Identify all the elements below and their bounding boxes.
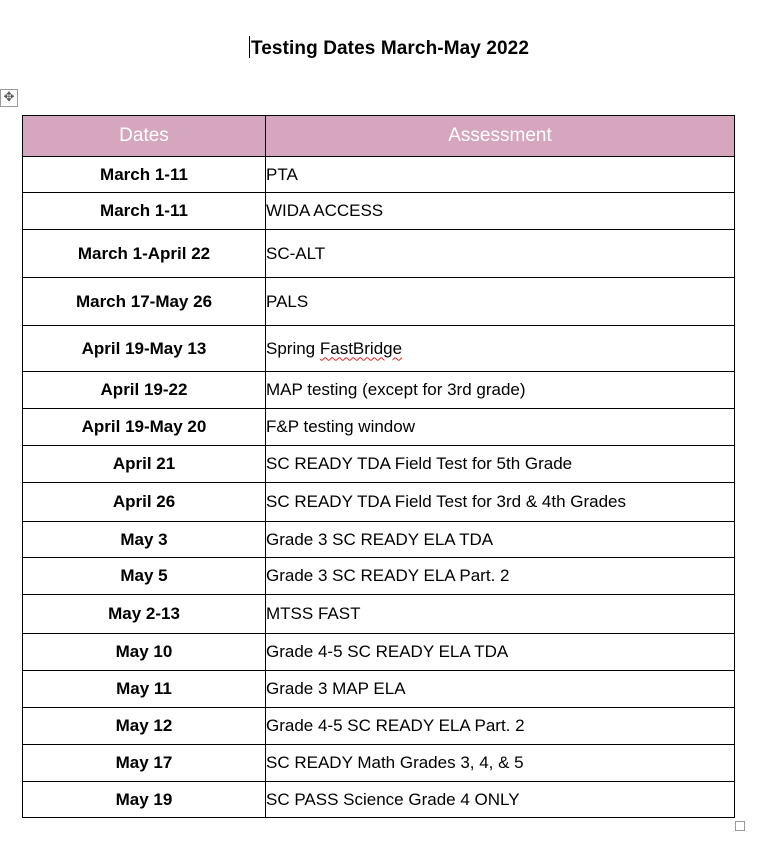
assessment-cell: SC PASS Science Grade 4 ONLY: [266, 782, 735, 818]
table-row: [23, 326, 735, 372]
assessment-cell: MAP testing (except for 3rd grade): [266, 372, 735, 409]
date-cell: May 17: [23, 745, 266, 782]
date-cell: March 17-May 26: [23, 278, 266, 326]
date-cell: May 19: [23, 782, 266, 818]
assessment-cell: PTA: [266, 157, 735, 193]
table-row: [23, 483, 735, 522]
assessment-cell: SC READY Math Grades 3, 4, & 5: [266, 745, 735, 782]
assessment-cell: SC-ALT: [266, 230, 735, 278]
table-move-handle-icon[interactable]: ✥: [0, 89, 18, 107]
header-dates: Dates: [23, 116, 266, 157]
text-cursor: [249, 36, 250, 58]
table-row: [23, 671, 735, 708]
assessment-cell: Grade 3 SC READY ELA Part. 2: [266, 558, 735, 595]
assessment-cell: SC READY TDA Field Test for 3rd & 4th Grades: [266, 483, 735, 522]
table-header-row: [23, 116, 735, 157]
table-row: [23, 634, 735, 671]
table-row: [23, 157, 735, 193]
date-cell: April 26: [23, 483, 266, 522]
table-row: [23, 745, 735, 782]
testing-dates-table: [22, 115, 735, 818]
table-row: [23, 372, 735, 409]
table-row: [23, 522, 735, 558]
assessment-cell: F&P testing window: [266, 409, 735, 446]
date-cell: April 21: [23, 446, 266, 483]
date-cell: May 10: [23, 634, 266, 671]
date-cell: March 1-April 22: [23, 230, 266, 278]
table-row: [23, 230, 735, 278]
assessment-text: Spring: [266, 338, 320, 358]
document-title[interactable]: [0, 36, 778, 60]
table-row: [23, 193, 735, 230]
assessment-cell: Grade 3 MAP ELA: [266, 671, 735, 708]
assessment-cell: Grade 4-5 SC READY ELA Part. 2: [266, 708, 735, 745]
table-row: [23, 278, 735, 326]
table-row: [23, 782, 735, 818]
table-resize-handle-icon[interactable]: [735, 821, 745, 831]
date-cell: April 19-22: [23, 372, 266, 409]
table-row: [23, 708, 735, 745]
date-cell: May 5: [23, 558, 266, 595]
date-cell: April 19-May 20: [23, 409, 266, 446]
header-assessment: Assessment: [266, 116, 735, 157]
assessment-cell: Grade 4-5 SC READY ELA TDA: [266, 634, 735, 671]
date-cell: March 1-11: [23, 193, 266, 230]
table-row: [23, 595, 735, 634]
assessment-cell: MTSS FAST: [266, 595, 735, 634]
date-cell: May 11: [23, 671, 266, 708]
assessment-cell: Grade 3 SC READY ELA TDA: [266, 522, 735, 558]
table-row: [23, 558, 735, 595]
table-row: [23, 446, 735, 483]
date-cell: April 19-May 13: [23, 326, 266, 372]
date-cell: May 3: [23, 522, 266, 558]
document-title-text: Testing Dates March-May 2022: [250, 38, 530, 59]
date-cell: May 12: [23, 708, 266, 745]
assessment-cell: SC READY TDA Field Test for 5th Grade: [266, 446, 735, 483]
table-row: [23, 409, 735, 446]
assessment-cell: WIDA ACCESS: [266, 193, 735, 230]
assessment-cell: PALS: [266, 278, 735, 326]
date-cell: March 1-11: [23, 157, 266, 193]
date-cell: May 2-13: [23, 595, 266, 634]
assessment-cell: [266, 326, 735, 372]
spelling-flagged-word[interactable]: FastBridge: [319, 338, 403, 358]
